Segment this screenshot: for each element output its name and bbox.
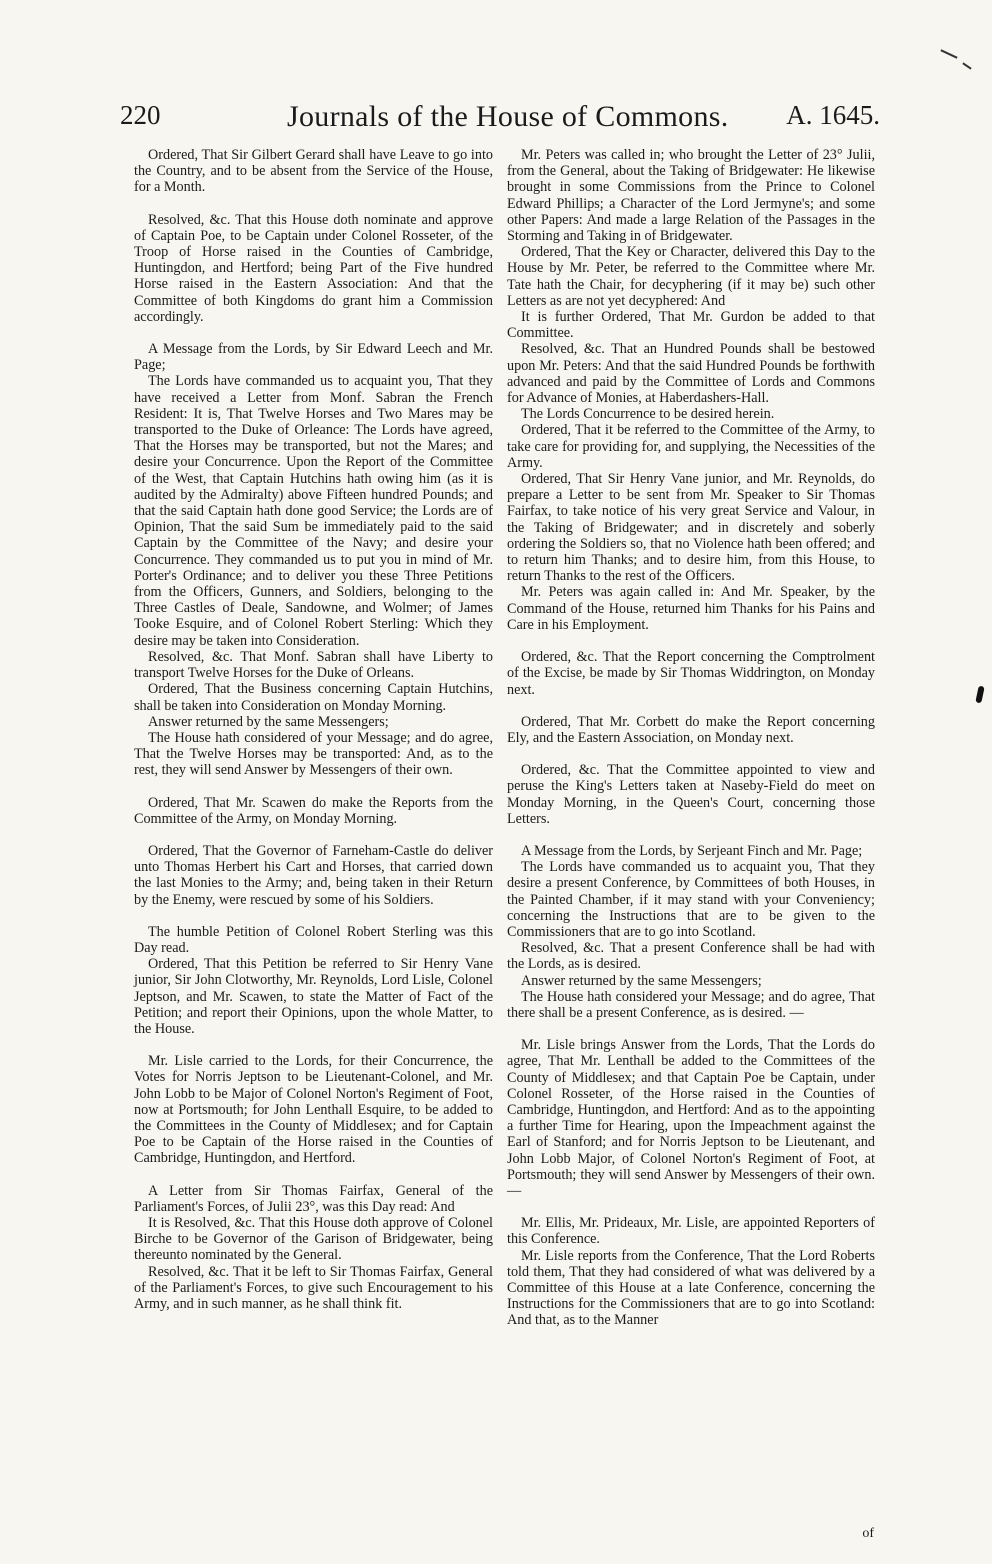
entry-paragraph: Ordered, That Mr. Scawen do make the Reports from the Committee of the Army, on Monday Morning.	[134, 794, 493, 827]
entry-paragraph: Ordered, That Mr. Corbett do make the Report concerning Ely, and the Eastern Association, on Monday next.	[507, 713, 875, 746]
entry-paragraph: The humble Petition of Colonel Robert Sterling was this Day read.	[134, 923, 493, 956]
entry-paragraph: Ordered, That the Key or Character, delivered this Day to the House by Mr. Peter, be referred to the Committee where Mr. Tate hath the Chair, for decyphering (if it may be) such other Letters as are not yet decyphered: And	[507, 244, 875, 309]
entry-paragraph: Resolved, &c. That an Hundred Pounds shall be bestowed upon Mr. Peters: And that the said Hundred Pounds be forthwith advanced and paid by the Committee of Lords and Commons for Advance of Monies, at Haberdashers-Hall.	[507, 341, 875, 407]
entry-paragraph: Ordered, That Sir Gilbert Gerard shall have Leave to go into the Country, and to be absent from the Service of the House, for a Month.	[134, 147, 493, 196]
entry-paragraph: Resolved, &c. That Monf. Sabran shall have Liberty to transport Twelve Horses for the Duke of Orleans.	[134, 648, 493, 682]
entry-paragraph: The House hath considered your Message; and do agree, That there shall be a present Conference, as is desired. —	[507, 988, 875, 1021]
entry-paragraph: Mr. Peters was called in; who brought the Letter of 23° Julii, from the General, about the Taking of Bridgewater: He likewise brought in some Commissions from the Prince to Colonel Edward Phillips; a Character of the Lord Jermyne's; and some other Papers: And made a large Relation of the Passages in the Storming and Taking in of Bridgewater.	[507, 147, 875, 245]
catchword: of	[862, 1526, 874, 1541]
entry-paragraph: The House hath considered of your Message; and do agree, That the Twelve Horses may be transported: And, as to the rest, they will send Answer by Messengers of their own.	[134, 729, 493, 779]
entry-paragraph: A Letter from Sir Thomas Fairfax, General of the Parliament's Forces, of Julii 23°, was this Day read: And	[134, 1182, 493, 1215]
entry-paragraph: A Message from the Lords, by Sir Edward Leech and Mr. Page;	[134, 341, 493, 374]
entry-paragraph: The Lords Concurrence to be desired herein.	[521, 406, 775, 423]
year-marker: A. 1645.	[786, 100, 880, 130]
left-column	[134, 147, 493, 1312]
entry-paragraph: Resolved, &c. That it be left to Sir Thomas Fairfax, General of the Parliament's Forces, to give such Encouragement to his Army, and in such manner, as he shall think fit.	[134, 1263, 493, 1312]
page-number: 220	[120, 100, 161, 130]
entry-paragraph: Answer returned by the same Messengers;	[148, 713, 389, 730]
corner-ink-stroke	[940, 49, 957, 58]
margin-ink-mark	[975, 686, 984, 704]
entry-paragraph: Ordered, &c. That the Committee appointed to view and peruse the King's Letters taken at Naseby-Field do meet on Monday Morning, in the Queen's Court, concerning those Letters.	[507, 762, 875, 827]
entry-paragraph: Mr. Lisle reports from the Conference, That the Lord Roberts told them, That they had considered of what was delivered by a Committee of this House at a late Conference, concerning the Instructions for the Commissioners that are to go into Scotland: And that, as to the Manner	[507, 1247, 875, 1329]
entry-paragraph: Ordered, That the Business concerning Captain Hutchins, shall be taken into Consideration on Monday Morning.	[134, 681, 493, 714]
entry-paragraph: Mr. Lisle carried to the Lords, for their Concurrence, the Votes for Norris Jeptson to be Lieutenant-Colonel, and Mr. John Lobb to be Major of Colonel Norton's Regiment of Foot, now at Portsmouth; for John Lenthall Esquire, to be added to the Committees in the County of Middlesex; and for Captain Poe to be Captain of the Horse raised in the Counties of Cambridge, Huntingdon, and Hertford.	[134, 1053, 493, 1167]
entry-paragraph: Ordered, That this Petition be referred to Sir Henry Vane junior, Sir John Clotworthy, Mr. Reynolds, Lord Lisle, Colonel Jeptson, and Mr. Scawen, to state the Matter of Fact of the Petition; and report their Opinions, upon the whole Matter, to the House.	[134, 956, 493, 1037]
page-header	[120, 100, 880, 142]
entry-paragraph: Ordered, That Sir Henry Vane junior, and Mr. Reynolds, do prepare a Letter to be sent from Mr. Speaker to Sir Thomas Fairfax, to take notice of his very great Service and Valour, in the Taking of Bridgewater; and in discretely and soberly ordering the Soldiers so, that no Violence hath been offered; and to return him Thanks; and to desire him, from this House, to return Thanks to the rest of the Officers.	[507, 471, 875, 585]
entry-paragraph: Answer returned by the same Messengers;	[521, 972, 762, 989]
entry-paragraph: It is further Ordered, That Mr. Gurdon be added to that Committee.	[507, 309, 875, 342]
corner-ink-stroke	[962, 62, 971, 69]
entry-paragraph: It is Resolved, &c. That this House doth approve of Colonel Birche to be Governor of the Garison of Bridgewater, being thereunto nominated by the General.	[134, 1214, 493, 1264]
entry-paragraph: Mr. Peters was again called in: And Mr. Speaker, by the Command of the House, returned him Thanks for his Pains and Care in his Employment.	[507, 584, 875, 633]
entry-paragraph: Mr. Ellis, Mr. Prideaux, Mr. Lisle, are appointed Reporters of this Conference.	[507, 1215, 875, 1248]
entry-paragraph: A Message from the Lords, by Serjeant Finch and Mr. Page;	[521, 842, 863, 859]
entry-paragraph: The Lords have commanded us to acquaint you, That they have received a Letter from Monf. Sabran the French Resident: It is, That Twelve Horses and Two Mares may be transported to the Duke of Orleance: The Lords have agreed, That the Horses may be transported, but not the Mares; and desire your Concurrence. Upon the Report of the Committee of the West, that Captain Hutchins hath owing him (as it is audited by the Admiralty) above Fifteen hundred Pounds; and that the said Captain hath done good Service; the Lords are of Opinion, That the said Sum be immediately paid to the said Captain by the Committee of the Navy; and desire your Concurrence. They commanded us to put you in mind of Mr. Porter's Ordinance; and to deliver you these Three Petitions from the Officers, Gunners, and Soldiers, belonging to the Three Castles of Deale, Sandowne, and Wolmer; of James Tooke Esquire, and of Colonel Robert Sterling: Which they desire may be taken into Consideration.	[134, 373, 493, 649]
entry-paragraph: Resolved, &c. That a present Conference shall be had with the Lords, as is desired.	[507, 940, 875, 973]
entry-paragraph: Ordered, That it be referred to the Committee of the Army, to take care for providing for, and supplying, the Necessities of the Army.	[507, 422, 875, 471]
entry-paragraph: Resolved, &c. That this House doth nominate and approve of Captain Poe, to be Captain under Colonel Rosseter, of the Troop of Horse raised in the Counties of Cambridge, Huntingdon, and Hertford; being Part of the Five hundred Horse raised in the Eastern Association: And that the Committee of both Kingdoms do grant him a Commission accordingly.	[134, 211, 493, 325]
entry-paragraph: Ordered, That the Governor of Farneham-Castle do deliver unto Thomas Herbert his Cart and Horses, that carried down the last Monies to the Army; and, being taken in their Return by the Enemy, were rescued by some of his Soldiers.	[134, 842, 493, 908]
entry-paragraph: The Lords have commanded us to acquaint you, That they desire a present Conference, by Committees of both Houses, in the Painted Chamber, if it may stand with your Conveniency; concerning the Instructions that are to be given to the Commissioners that are to go into Scotland.	[507, 859, 875, 940]
running-title: Journals of the House of Commons.	[287, 100, 729, 133]
entry-paragraph: Mr. Lisle brings Answer from the Lords, That the Lords do agree, That Mr. Lenthall be added to the Committees of the County of Middlesex; and that Captain Poe be Captain, under Colonel Rosseter, of the Horse raised in the Counties of Cambridge, Huntingdon, and Hertford: And as to the appointing a further Time for Hearing, upon the Impeachment against the Earl of Stanford; and for Norris Jeptson to be Lieutenant, and John Lobb Major, of Colonel Norton's Regiment of Foot, at Portsmouth; they will send Answer by Messengers of their own.—	[507, 1037, 875, 1199]
entry-paragraph: Ordered, &c. That the Report concerning the Comptrolment of the Excise, be made by Sir Thomas Widdrington, on Monday next.	[507, 649, 875, 698]
right-column	[507, 147, 875, 1329]
